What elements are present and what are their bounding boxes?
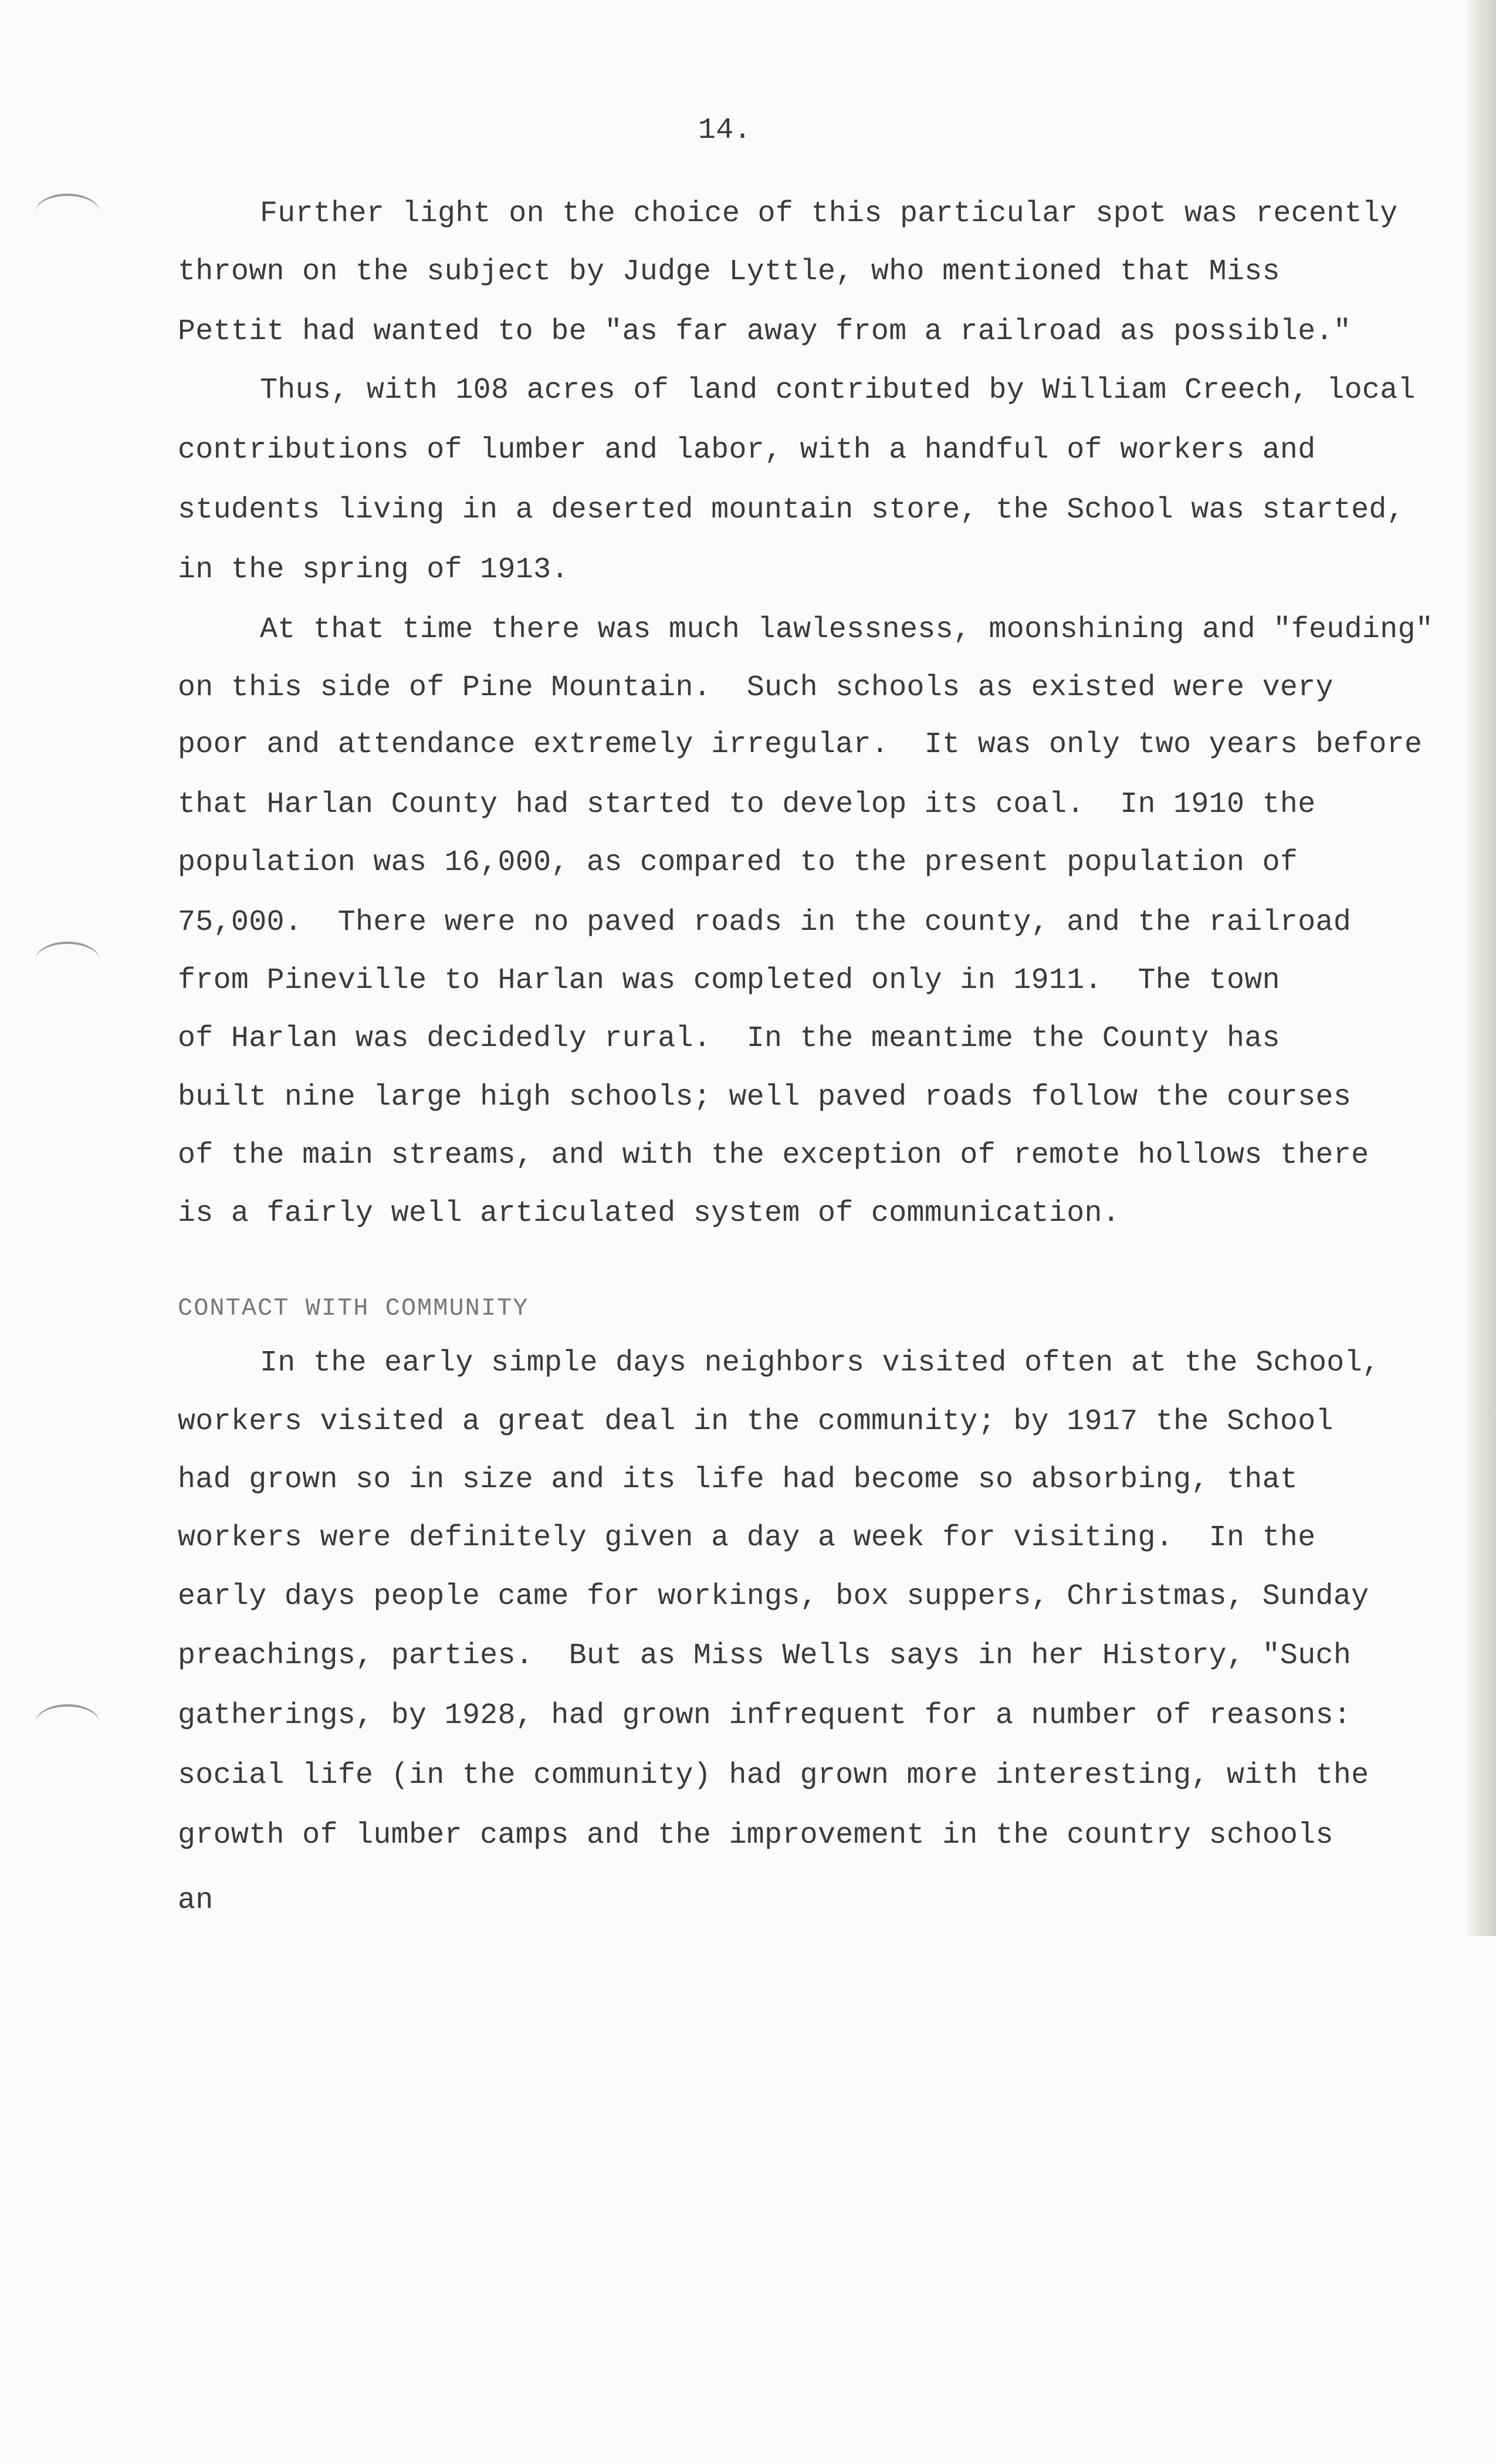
- section-heading: CONTACT WITH COMMUNITY: [178, 1294, 529, 1322]
- text-line: population was 16,000, as compared to the present population of: [178, 846, 1298, 879]
- punch-hole-mark: [35, 942, 100, 979]
- punch-hole-mark: [35, 194, 100, 231]
- text-line: poor and attendance extremely irregular. It was only two years before: [178, 728, 1423, 761]
- text-line: 75,000. There were no paved roads in the county, and the railroad: [178, 906, 1352, 939]
- text-line: Thus, with 108 acres of land contributed by William Creech, local: [260, 374, 1416, 407]
- text-line: built nine large high schools; well paved roads follow the courses: [178, 1081, 1352, 1114]
- page-number: 14.: [698, 114, 752, 147]
- text-line: growth of lumber camps and the improvement in the country schools: [178, 1819, 1333, 1852]
- text-line: thrown on the subject by Judge Lyttle, who mentioned that Miss: [178, 255, 1280, 289]
- text-line: preachings, parties. But as Miss Wells says in her History, "Such: [178, 1639, 1352, 1673]
- text-line: workers were definitely given a day a week for visiting. In the: [178, 1521, 1316, 1555]
- text-line: early days people came for workings, box suppers, Christmas, Sunday: [178, 1580, 1369, 1613]
- punch-hole-mark: [35, 1704, 100, 1742]
- text-line: Further light on the choice of this particular spot was recently: [260, 197, 1398, 231]
- text-line: from Pineville to Harlan was completed only in 1911. The town: [178, 964, 1280, 997]
- text-line: on this side of Pine Mountain. Such schools as existed were very: [178, 671, 1333, 705]
- text-line: contributions of lumber and labor, with a handful of workers and: [178, 434, 1316, 467]
- text-line: students living in a deserted mountain store, the School was started,: [178, 493, 1405, 527]
- text-line: At that time there was much lawlessness, moonshining and "feuding": [260, 613, 1434, 647]
- text-line: social life (in the community) had grown more interesting, with the: [178, 1759, 1369, 1792]
- text-line: had grown so in size and its life had become so absorbing, that: [178, 1463, 1298, 1497]
- text-line: gatherings, by 1928, had grown infrequent for a number of reasons:: [178, 1699, 1352, 1732]
- text-line: workers visited a great deal in the community; by 1917 the School: [178, 1405, 1333, 1439]
- text-line: of the main streams, and with the exception of remote hollows there: [178, 1139, 1369, 1172]
- text-line: in the spring of 1913.: [178, 553, 569, 587]
- text-line: of Harlan was decidedly rural. In the meantime the County has: [178, 1022, 1280, 1055]
- text-line: is a fairly well articulated system of communication.: [178, 1197, 1121, 1230]
- text-line: that Harlan County had started to develop its coal. In 1910 the: [178, 788, 1316, 821]
- text-line: an: [178, 1884, 214, 1917]
- scan-edge-shadow: [1467, 0, 1496, 1936]
- text-line: In the early simple days neighbors visited often at the School,: [260, 1346, 1380, 1380]
- text-line: Pettit had wanted to be "as far away from a railroad as possible.": [178, 315, 1352, 348]
